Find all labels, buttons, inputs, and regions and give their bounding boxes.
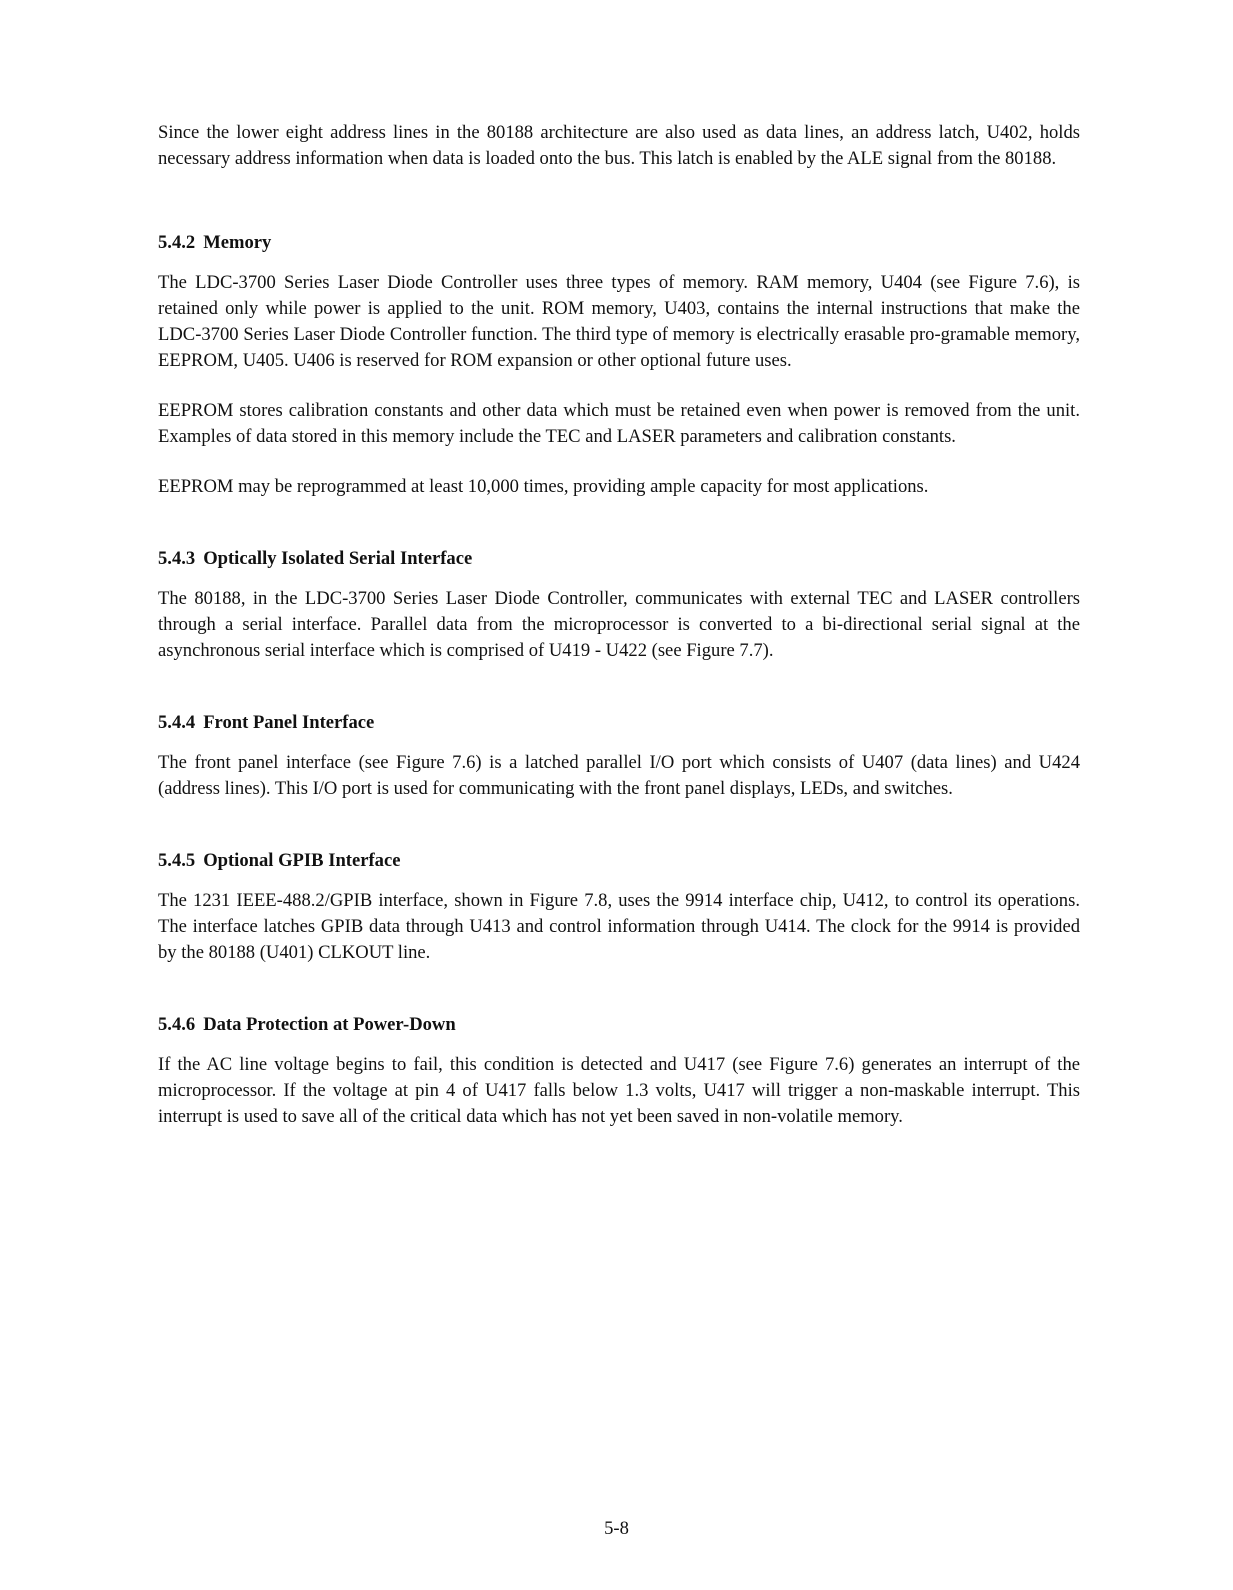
- section-heading: [158, 230, 1080, 256]
- body-paragraph: The LDC-3700 Series Laser Diode Controller uses three types of memory. RAM memory, U404 (see Figure 7.6), is retained only while power is applied to the unit. ROM memory, U403, contains the internal instructions that make the LDC-3700 Series Laser Diode Controller function. The third type of memory is electrically erasable pro-gramable memory, EEPROM, U405. U406 is reserved for ROM expansion or other optional future uses.: [158, 272, 1080, 371]
- body-paragraph: EEPROM may be reprogrammed at least 10,000 times, providing ample capacity for most applications.: [158, 476, 929, 497]
- body-paragraph: The front panel interface (see Figure 7.6) is a latched parallel I/O port which consists of U407 (data lines) and U424 (address lines). This I/O port is used for communicating with the front panel displays, LEDs, and switches.: [158, 752, 1080, 799]
- body-paragraph: The 80188, in the LDC-3700 Series Laser Diode Controller, communicates with external TEC and LASER controllers through a serial interface. Parallel data from the microprocessor is converted to a bi-directional serial signal at the asynchronous serial interface which is comprised of U419 - U422 (see Figure 7.7).: [158, 588, 1080, 661]
- section-heading: [158, 710, 1080, 736]
- section-title: Optional GPIB Interface: [203, 850, 401, 871]
- section-title: Memory: [203, 232, 272, 253]
- section-number: 5.4.4: [158, 712, 196, 733]
- section-number: 5.4.2: [158, 232, 196, 253]
- section-heading: [158, 1012, 1080, 1038]
- section-title: Data Protection at Power-Down: [203, 1014, 456, 1035]
- section-number: 5.4.3: [158, 548, 196, 569]
- body-paragraph: If the AC line voltage begins to fail, this condition is detected and U417 (see Figure 7.6) generates an interrupt of the microprocessor. If the voltage at pin 4 of U417 falls below 1.3 volts, U417 will trigger a non-maskable interrupt. This interrupt is used to save all of the critical data which has not yet been saved in non-volatile memory.: [158, 1054, 1080, 1127]
- document-page: [158, 120, 1080, 1176]
- section-title: Front Panel Interface: [203, 712, 375, 733]
- section-front-panel-interface: [158, 710, 1080, 802]
- body-paragraph: EEPROM stores calibration constants and other data which must be retained even when power is removed from the unit. Examples of data stored in this memory include the TEC and LASER parameters and calibration constants.: [158, 400, 1080, 447]
- section-title: Optically Isolated Serial Interface: [203, 548, 473, 569]
- section-number: 5.4.5: [158, 850, 196, 871]
- section-number: 5.4.6: [158, 1014, 196, 1035]
- section-heading: [158, 546, 1080, 572]
- section-memory: [158, 230, 1080, 500]
- section-data-protection: [158, 1012, 1080, 1130]
- section-heading: [158, 848, 1080, 874]
- body-paragraph: The 1231 IEEE-488.2/GPIB interface, shown in Figure 7.8, uses the 9914 interface chip, U412, to control its operations. The interface latches GPIB data through U413 and control information through U414. The clock for the 9914 is provided by the 80188 (U401) CLKOUT line.: [158, 890, 1080, 963]
- intro-paragraph: Since the lower eight address lines in the 80188 architecture are also used as data lines, an address latch, U402, holds necessary address information when data is loaded onto the bus. This latch is enabled by the ALE signal from the 80188.: [158, 122, 1080, 169]
- page-number: 5-8: [604, 1518, 629, 1539]
- section-gpib-interface: [158, 848, 1080, 966]
- section-serial-interface: [158, 546, 1080, 664]
